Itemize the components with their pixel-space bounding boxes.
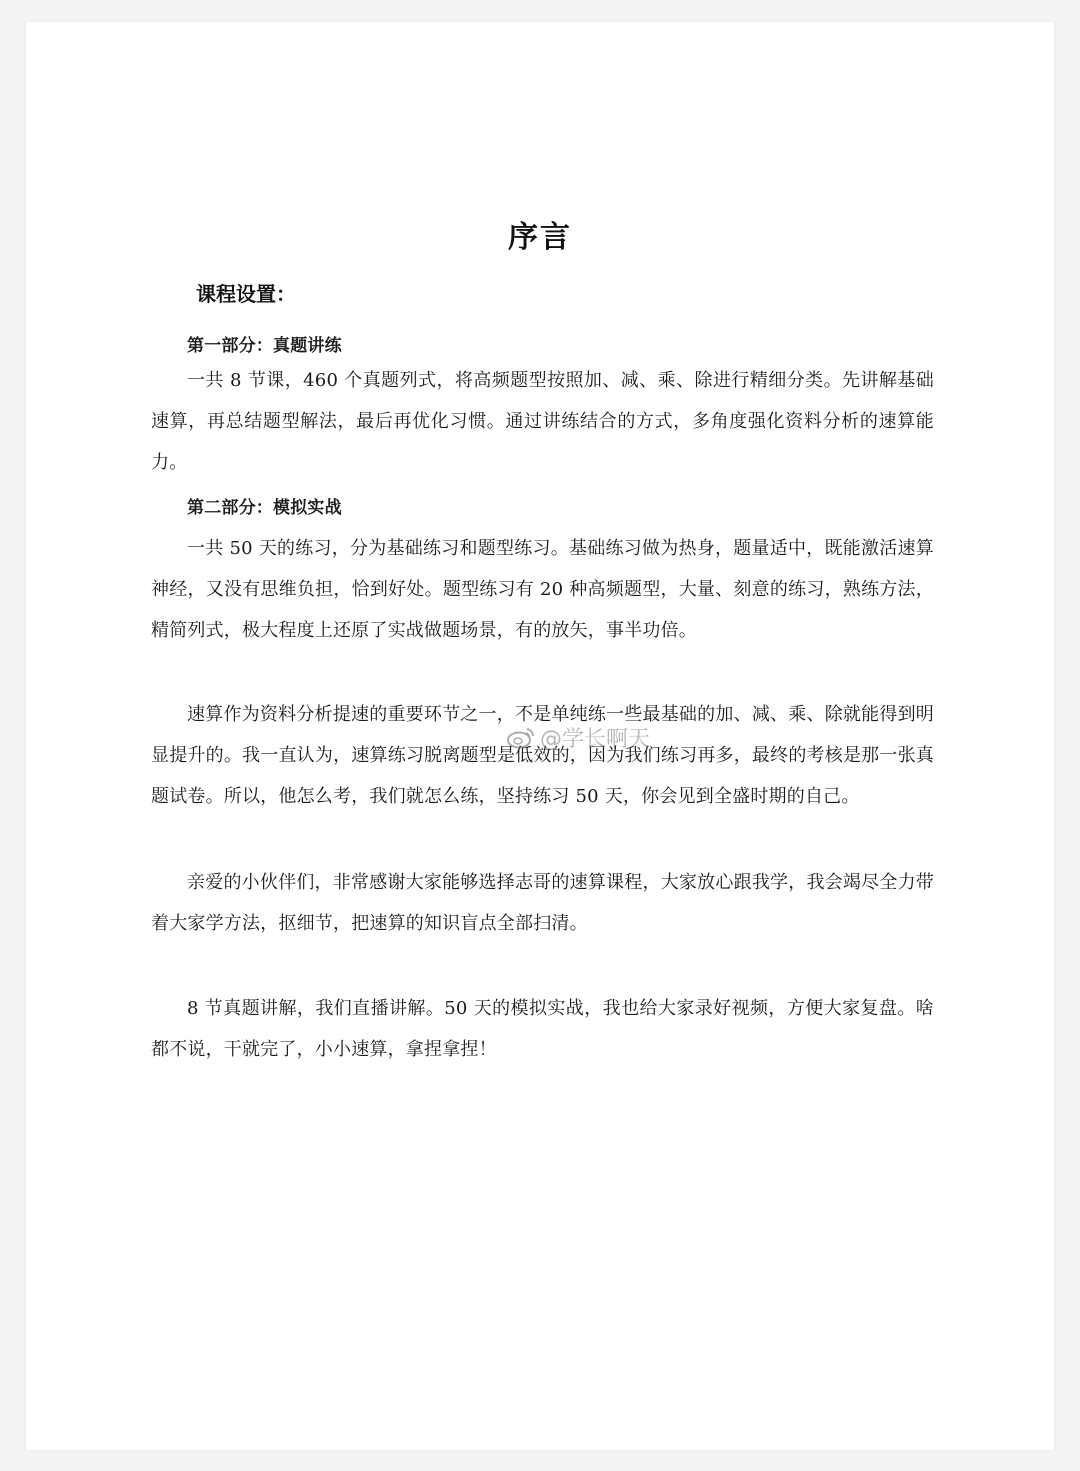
paragraph-3: 速算作为资料分析提速的重要环节之一，不是单纯练一些最基础的加、减、乘、除就能得到明显提升的。我一直认为，速算练习脱离题型是低效的，因为我们练习再多，最终的考核是那一张真题试卷。所以，他怎么考，我们就怎么练，坚持练习 50 天，你会见到全盛时期的自己。 — [151, 704, 934, 807]
part2-heading: 第二部分：模拟实战 — [187, 498, 342, 518]
part2-body: 一共 50 天的练习，分为基础练习和题型练习。基础练习做为热身，题量适中，既能激活速算神经，又没有思维负担，恰到好处。题型练习有 20 种高频题型，大量、刻意的练习，熟练方法，精简列式，极大程度上还原了实战做题场景，有的放矢，事半功倍。 — [151, 538, 934, 641]
section-label: 课程设置： — [196, 282, 296, 306]
document-title: 序言 — [508, 220, 572, 255]
paragraph-4: 亲爱的小伙伴们，非常感谢大家能够选择志哥的速算课程，大家放心跟我学，我会竭尽全力带着大家学方法，抠细节，把速算的知识盲点全部扫清。 — [151, 872, 934, 934]
document-page — [26, 22, 1054, 1450]
part1-heading: 第一部分：真题讲练 — [187, 336, 342, 356]
part1-body: 一共 8 节课，460 个真题列式，将高频题型按照加、减、乘、除进行精细分类。先讲解基础速算，再总结题型解法，最后再优化习惯。通过讲练结合的方式，多角度强化资料分析的速算能力。 — [151, 370, 934, 473]
watermark-text: @学长啊天 — [540, 727, 651, 752]
paragraph-5: 8 节真题讲解，我们直播讲解。50 天的模拟实战，我也给大家录好视频，方便大家复盘。啥都不说，干就完了，小小速算，拿捏拿捏！ — [151, 998, 934, 1060]
